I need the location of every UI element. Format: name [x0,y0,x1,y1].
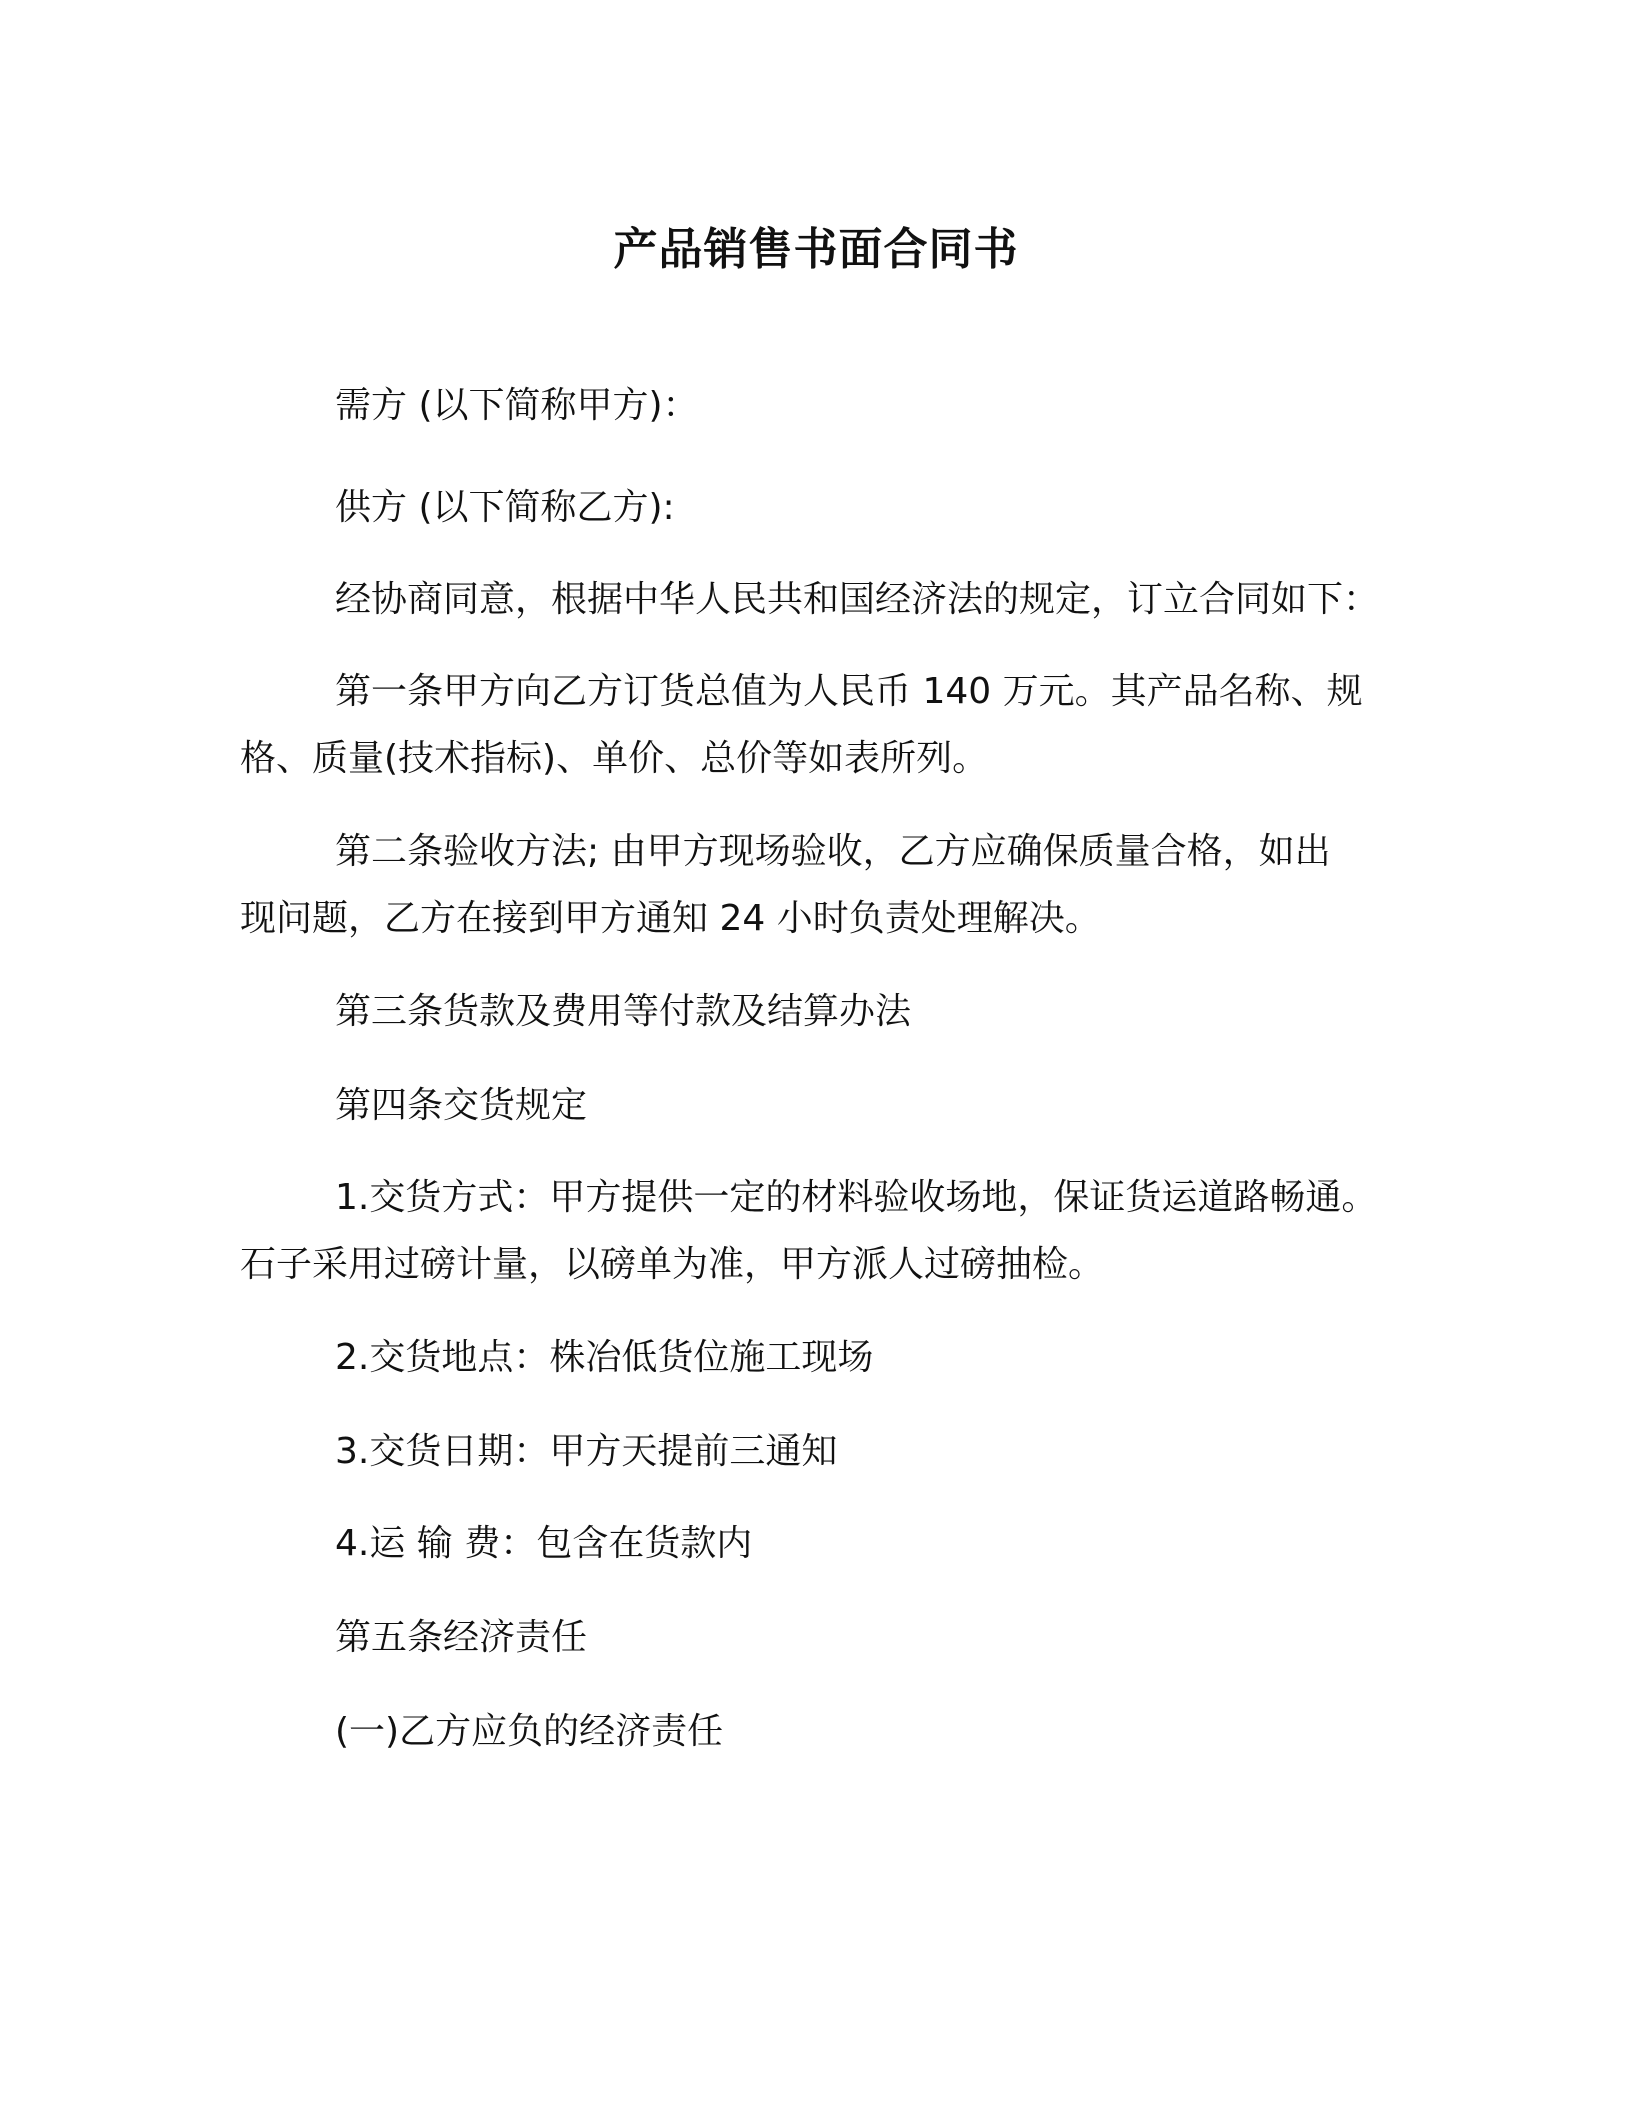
article-2-paragraph [240,818,1390,952]
article-5-line: 第五条经济责任 [335,1617,588,1658]
document-title: 产品销售书面合同书 [613,224,1019,275]
delivery-method-line-1: 1.交货方式：甲方提供一定的材料验收场地，保证货运道路畅通。 [335,1177,1378,1218]
article-1-paragraph [240,658,1390,792]
freight-line: 4.运 输 费：包含在货款内 [335,1523,753,1564]
delivery-method-paragraph [240,1164,1390,1298]
article-3-line: 第三条货款及费用等付款及结算办法 [335,991,912,1032]
article-2-line-1: 第二条验收方法; 由甲方现场验收，乙方应确保质量合格，如出 [335,831,1331,872]
preamble-line: 经协商同意，根据中华人民共和国经济法的规定，订立合同如下： [335,579,1380,620]
delivery-place-line: 2.交货地点：株冶低货位施工现场 [335,1337,874,1378]
supply-party-line: 供方 (以下简称乙方): [335,487,675,528]
demand-party-line: 需方 (以下简称甲方)： [335,385,699,426]
delivery-method-line-2: 石子采用过磅计量，以磅单为准，甲方派人过磅抽检。 [240,1244,1105,1285]
article-1-line-2: 格、质量(技术指标)、单价、总价等如表所列。 [240,738,989,779]
delivery-date-line: 3.交货日期：甲方天提前三通知 [335,1431,838,1472]
liability-b-line: (一)乙方应负的经济责任 [335,1711,724,1752]
article-4-line: 第四条交货规定 [335,1085,588,1126]
article-1-line-1: 第一条甲方向乙方订货总值为人民币 140 万元。其产品名称、规 [335,671,1363,712]
article-2-line-2: 现问题，乙方在接到甲方通知 24 小时负责处理解决。 [240,898,1101,939]
